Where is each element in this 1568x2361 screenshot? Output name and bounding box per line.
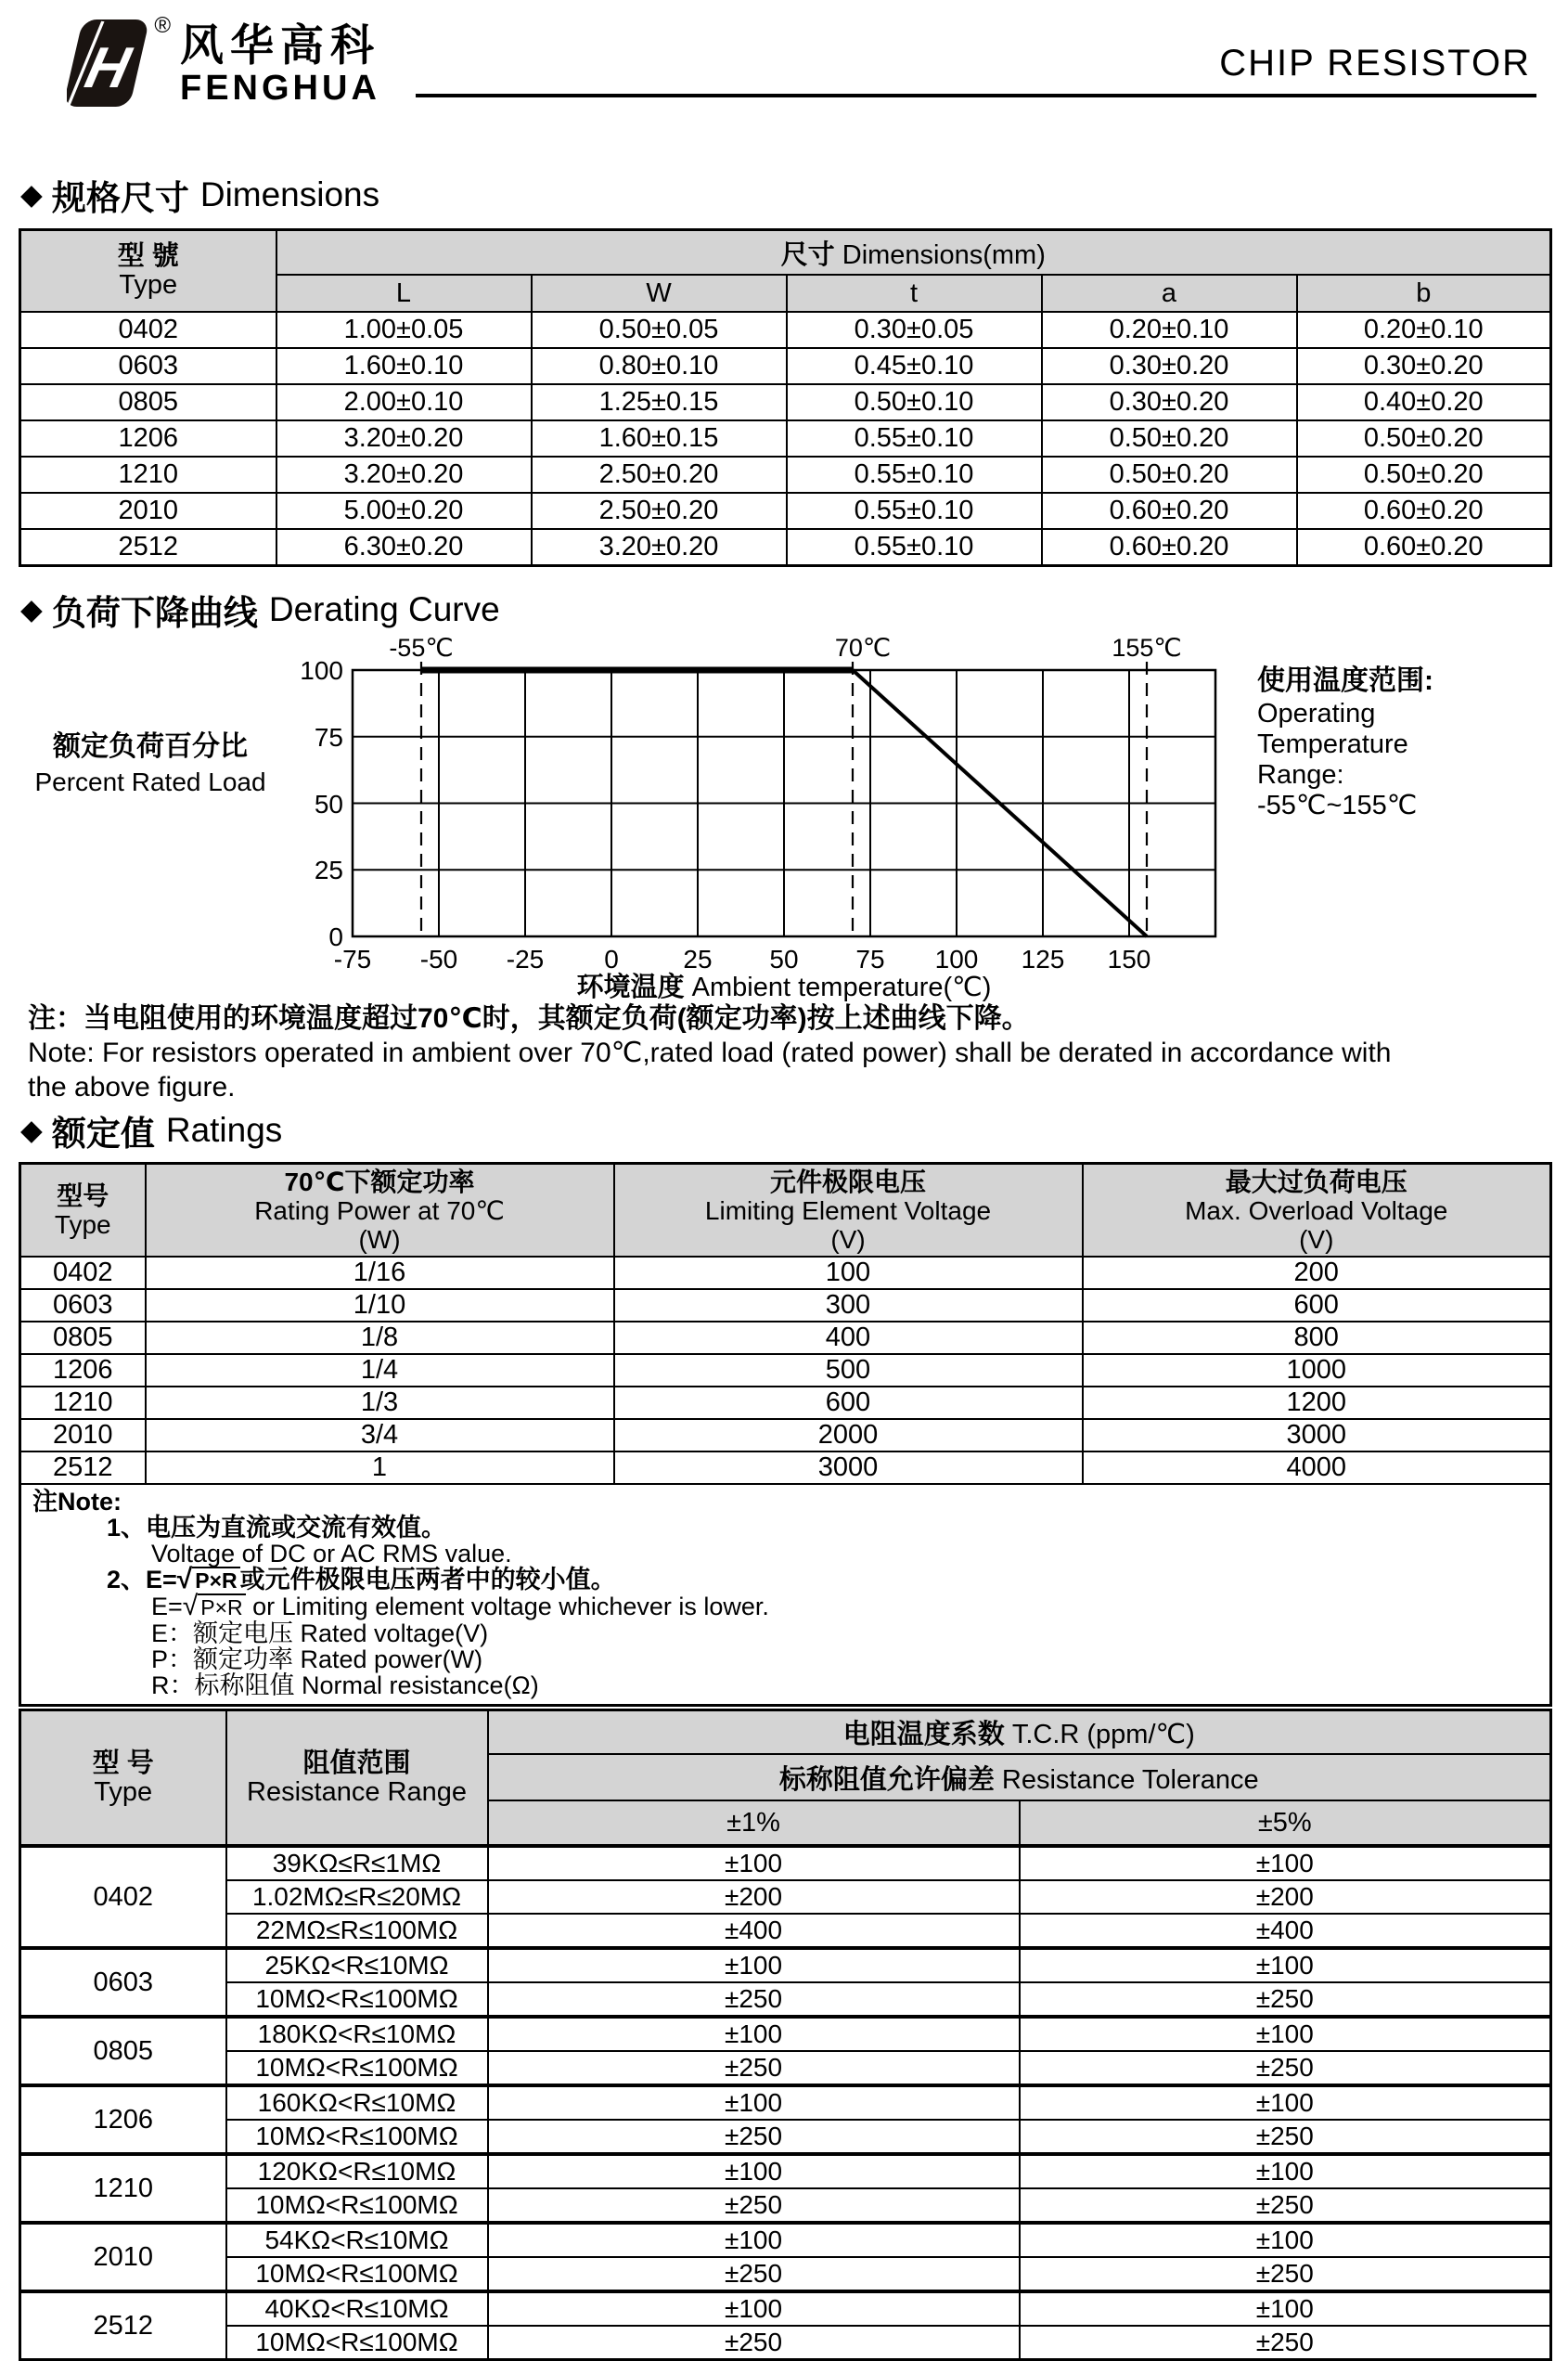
cell: 0.60±0.20 (1042, 493, 1297, 529)
table-row (20, 1451, 1551, 1484)
table-header-row (20, 230, 1551, 276)
type-cell: 1206 (20, 2085, 226, 2154)
x-tick: 75 (855, 945, 885, 974)
cell: 0.50±0.20 (1042, 457, 1297, 493)
cell: 10MΩ<R≤100MΩ (226, 2257, 488, 2291)
note-text (21, 1593, 1549, 1620)
header-text: 型 号 (92, 1748, 154, 1778)
cell: 180KΩ<R≤10MΩ (226, 2017, 488, 2051)
x-tick: -25 (506, 945, 545, 974)
type-cell: 0603 (20, 1948, 226, 2017)
cell: 160KΩ<R≤10MΩ (226, 2085, 488, 2120)
cell: 1.02MΩ≤R≤20MΩ (226, 1880, 488, 1914)
cell: 40KΩ<R≤10MΩ (226, 2291, 488, 2326)
column-header-L: L (276, 275, 532, 312)
ref-label: 155℃ (1112, 634, 1182, 662)
type-cell: 2512 (20, 2291, 226, 2360)
cell: ±100 (1020, 2017, 1551, 2051)
cell: 0.50±0.20 (1297, 420, 1551, 457)
cell: 0.50±0.20 (1042, 420, 1297, 457)
cell: ±100 (1020, 2154, 1551, 2188)
ref-label: -55℃ (389, 634, 454, 662)
cell: ±250 (1020, 2051, 1551, 2085)
section-title-en: Dimensions (199, 175, 380, 213)
cell: 1.60±0.10 (276, 348, 532, 384)
type-cell: 0805 (20, 2017, 226, 2085)
cell: ±100 (1020, 1948, 1551, 1982)
note-text: 2、E= (107, 1566, 177, 1593)
column-header-type (20, 1164, 146, 1258)
cell: 1/3 (146, 1387, 614, 1419)
table-row (20, 312, 1551, 348)
cell: 1210 (20, 1387, 146, 1419)
cell: 1206 (20, 420, 276, 457)
y-axis-label-en: Percent Rated Load (34, 768, 266, 796)
table-row (20, 1982, 1551, 2017)
column-header-overload-voltage (1083, 1164, 1551, 1258)
column-header-resistance-range (226, 1710, 488, 1847)
y-tick: 0 (328, 922, 343, 951)
fenghua-logo-mark-icon (67, 13, 171, 110)
cell: 25KΩ<R≤10MΩ (226, 1948, 488, 1982)
column-header-rating-power (146, 1164, 614, 1258)
fenghua-logo (67, 13, 380, 110)
table-row (20, 2051, 1551, 2085)
cell: ±100 (488, 1846, 1020, 1880)
header-text: 尺寸 (780, 239, 835, 270)
column-header-tolerance-5pct: ±5% (1020, 1800, 1551, 1846)
table-row (20, 2188, 1551, 2223)
table-row (20, 384, 1551, 420)
cell: 0.30±0.20 (1042, 384, 1297, 420)
table-row (20, 420, 1551, 457)
cell: 1/10 (146, 1289, 614, 1322)
cell: 200 (1083, 1257, 1551, 1289)
cell: 0.55±0.10 (787, 420, 1042, 457)
cell: 1/8 (146, 1322, 614, 1354)
cell: 10MΩ<R≤100MΩ (226, 1982, 488, 2017)
table-row (20, 1354, 1551, 1387)
ratings-notes (20, 1484, 1551, 1706)
svg-text:H: H (79, 35, 136, 100)
header-divider (416, 94, 1536, 97)
header-text: Rating Power at 70℃ (254, 1195, 505, 1225)
cell: 54KΩ<R≤10MΩ (226, 2223, 488, 2257)
derating-plot (297, 630, 1253, 1001)
x-tick: 50 (769, 945, 799, 974)
cell: 100 (614, 1257, 1083, 1289)
cell: ±250 (488, 2188, 1020, 2223)
cell: 0603 (20, 348, 276, 384)
table-row (20, 2223, 1551, 2257)
ratings-note-row (20, 1484, 1551, 1706)
cell: 5.00±0.20 (276, 493, 532, 529)
derating-chart (0, 630, 1568, 1001)
y-tick-labels (300, 656, 343, 951)
cell: ±250 (488, 1982, 1020, 2017)
cell: 0.45±0.10 (787, 348, 1042, 384)
cell: 10MΩ<R≤100MΩ (226, 2326, 488, 2360)
column-header-a: a (1042, 275, 1297, 312)
cell: 0805 (20, 384, 276, 420)
table-row (20, 1387, 1551, 1419)
column-header-limiting-voltage (614, 1164, 1083, 1258)
cell: 0402 (20, 312, 276, 348)
radical-sign: √ (176, 1564, 193, 1594)
cell: 2010 (20, 1419, 146, 1451)
column-header-tcr (488, 1710, 1551, 1755)
table-row (20, 2017, 1551, 2051)
cell: 0603 (20, 1289, 146, 1322)
cell: 800 (1083, 1322, 1551, 1354)
cell: 2.50±0.20 (532, 493, 787, 529)
cell: ±250 (488, 2051, 1020, 2085)
column-header-t: t (787, 275, 1042, 312)
cell: 1210 (20, 457, 276, 493)
derating-note-en: the above figure. (28, 1072, 236, 1103)
x-tick: 100 (934, 945, 979, 974)
header-text: (V) (1299, 1224, 1334, 1254)
cell: 0.20±0.10 (1297, 312, 1551, 348)
column-header-type (20, 1710, 226, 1847)
table-row (20, 1322, 1551, 1354)
logo-chinese-name: 风华高科 (180, 20, 380, 70)
cell: 0.20±0.10 (1042, 312, 1297, 348)
y-tick: 25 (314, 856, 343, 884)
header-text: 型号 (57, 1181, 109, 1210)
cell: 1.60±0.15 (532, 420, 787, 457)
table-row (20, 1257, 1551, 1289)
cell: 0.80±0.10 (532, 348, 787, 384)
cell: 600 (1083, 1289, 1551, 1322)
cell: ±400 (488, 1914, 1020, 1948)
cell: 4000 (1083, 1451, 1551, 1484)
note-text: 或元件极限电压两者中的较小值。 (239, 1566, 616, 1593)
header-text: Dimensions(mm) (834, 239, 1046, 270)
cell: 2010 (20, 493, 276, 529)
header-text: Limiting Element Voltage (704, 1195, 992, 1225)
note-text: E：额定电压 Rated voltage(V) (151, 1619, 489, 1647)
cell: ±200 (1020, 1880, 1551, 1914)
header-text: (V) (830, 1224, 866, 1254)
cell: 0.60±0.20 (1042, 529, 1297, 566)
column-header-tolerance-1pct: ±1% (488, 1800, 1020, 1846)
cell: ±250 (1020, 2120, 1551, 2154)
y-axis-label-cn: 额定负荷百分比 (53, 731, 248, 762)
cell: 0.30±0.20 (1297, 348, 1551, 384)
table-row (20, 2120, 1551, 2154)
x-tick: 150 (1107, 945, 1151, 974)
cell: 3.20±0.20 (276, 457, 532, 493)
type-cell: 2010 (20, 2223, 226, 2291)
cell: 400 (614, 1322, 1083, 1354)
cell: ±400 (1020, 1914, 1551, 1948)
header-text: 70℃下额定功率 (284, 1167, 475, 1196)
chart-annotation (1257, 665, 1433, 821)
section-title-cn: 负荷下降曲线 (51, 594, 258, 632)
cell: 0.40±0.20 (1297, 384, 1551, 420)
cell: 3000 (1083, 1419, 1551, 1451)
cell: ±100 (488, 1948, 1020, 1982)
column-header-type (20, 230, 276, 313)
annotation-line: 使用温度范围: (1257, 665, 1433, 696)
y-tick: 100 (300, 656, 343, 685)
page-header (0, 0, 1568, 119)
table-row (20, 1948, 1551, 1982)
cell: ±100 (1020, 2085, 1551, 2120)
diamond-bullet-icon: ◆ (20, 1114, 43, 1146)
table-row (20, 2257, 1551, 2291)
cell: ±100 (488, 2291, 1020, 2326)
header-text: 元件极限电压 (769, 1167, 926, 1196)
cell: 0.30±0.20 (1042, 348, 1297, 384)
column-header-W: W (532, 275, 787, 312)
annotation-line: Operating (1257, 699, 1376, 729)
cell: 500 (614, 1354, 1083, 1387)
section-title-cn: 额定值 (51, 1115, 155, 1153)
table-row (20, 2085, 1551, 2120)
section-title-ratings (20, 1110, 1568, 1151)
cell: 1000 (1083, 1354, 1551, 1387)
cell: ±250 (488, 2120, 1020, 2154)
table-row (20, 1289, 1551, 1322)
table-row (20, 529, 1551, 566)
note-label: 注Note: (32, 1488, 122, 1516)
header-text: T.C.R (ppm/℃) (1004, 1720, 1195, 1749)
derating-notes (28, 1001, 1568, 1104)
cell: 0.60±0.20 (1297, 493, 1551, 529)
note-text: 1、电压为直流或交流有效值。 (107, 1514, 447, 1542)
cell: ±100 (1020, 2291, 1551, 2326)
cell: 2.00±0.10 (276, 384, 532, 420)
cell: ±250 (488, 2326, 1020, 2360)
cell: 0.30±0.05 (787, 312, 1042, 348)
annotation-line: -55℃~155℃ (1257, 791, 1418, 820)
cell: ±100 (1020, 2223, 1551, 2257)
cell: 300 (614, 1289, 1083, 1322)
table-row (20, 493, 1551, 529)
header-text: 阻值范围 (302, 1748, 411, 1778)
cell: 3.20±0.20 (276, 420, 532, 457)
column-header-dimensions (276, 230, 1551, 276)
cell: ±250 (1020, 2188, 1551, 2223)
x-axis-label-en: Ambient temperature(℃) (684, 973, 992, 1001)
cell: 22MΩ≤R≤100MΩ (226, 1914, 488, 1948)
registered-trademark: ® (154, 13, 171, 38)
column-header-tolerance (488, 1754, 1551, 1800)
cell: 2.50±0.20 (532, 457, 787, 493)
header-text: Max. Overload Voltage (1185, 1195, 1448, 1225)
reference-labels (389, 634, 1181, 662)
cell: 3000 (614, 1451, 1083, 1484)
cell: 2000 (614, 1419, 1083, 1451)
table-header-row (20, 1164, 1551, 1258)
x-tick: 25 (683, 945, 713, 974)
x-axis-label (577, 971, 992, 1001)
cell: 600 (614, 1387, 1083, 1419)
cell: 10MΩ<R≤100MΩ (226, 2188, 488, 2223)
table-row (20, 348, 1551, 384)
cell: 1200 (1083, 1387, 1551, 1419)
table-row (20, 1880, 1551, 1914)
cell: 10MΩ<R≤100MΩ (226, 2051, 488, 2085)
table-row (20, 1846, 1551, 1880)
type-cell: 1210 (20, 2154, 226, 2223)
x-axis-label-cn: 环境温度 (576, 973, 685, 1001)
header-text: 最大过负荷电压 (1225, 1167, 1407, 1196)
cell: ±200 (488, 1880, 1020, 1914)
table-header-row (20, 1710, 1551, 1755)
x-tick: 0 (604, 945, 619, 974)
derating-note-en: Note: For resistors operated in ambient over 70℃,rated load (rated power) shall be derated in accordance with (28, 1038, 1392, 1068)
note-text (21, 1564, 1549, 1594)
cell: ±100 (1020, 1846, 1551, 1880)
dimensions-table (19, 228, 1552, 567)
cell: ±250 (1020, 2326, 1551, 2360)
radical-sign: √ (182, 1591, 199, 1621)
cell: 0.55±0.10 (787, 493, 1042, 529)
header-text: Resistance Tolerance (994, 1764, 1259, 1795)
note-text: E= (151, 1593, 183, 1620)
cell: ±100 (488, 2085, 1020, 2120)
type-cell: 0402 (20, 1846, 226, 1948)
cell: 0.50±0.20 (1297, 457, 1551, 493)
radicand: P×R (192, 1567, 239, 1593)
table-row (20, 2154, 1551, 2188)
cell: ±250 (488, 2257, 1020, 2291)
header-text: 型 號 (117, 241, 179, 271)
table-row (20, 1914, 1551, 1948)
cell: 10MΩ<R≤100MΩ (226, 2120, 488, 2154)
cell: ±100 (488, 2017, 1020, 2051)
header-text: 电阻温度系数 (842, 1720, 1005, 1749)
column-header-b: b (1297, 275, 1551, 312)
logo-text (180, 22, 380, 108)
y-tick: 75 (314, 723, 343, 752)
cell: 6.30±0.20 (276, 529, 532, 566)
table-row (20, 2326, 1551, 2360)
x-tick: -50 (419, 945, 458, 974)
cell: 1.00±0.05 (276, 312, 532, 348)
header-text: Type (94, 1776, 153, 1807)
table-row (20, 1419, 1551, 1451)
x-tick: 125 (1021, 945, 1065, 974)
cell: 0.55±0.10 (787, 457, 1042, 493)
cell: 3.20±0.20 (532, 529, 787, 566)
table-row (20, 457, 1551, 493)
note-text: R：标称阻值 Normal resistance(Ω) (151, 1671, 539, 1699)
annotation-line: Range: (1257, 760, 1344, 790)
cell: 0805 (20, 1322, 146, 1354)
page-title: CHIP RESISTOR (1219, 43, 1531, 84)
y-tick: 50 (314, 790, 343, 819)
cell: 1/16 (146, 1257, 614, 1289)
x-tick-labels (334, 945, 1151, 974)
cell: 0.55±0.10 (787, 529, 1042, 566)
note-text: Voltage of DC or AC RMS value. (151, 1540, 512, 1568)
header-text: 标称阻值允许偏差 (778, 1764, 995, 1795)
cell: ±100 (488, 2223, 1020, 2257)
table-row (20, 2291, 1551, 2326)
ratings-table (19, 1162, 1552, 1707)
cell: 1206 (20, 1354, 146, 1387)
cell: 0.50±0.10 (787, 384, 1042, 420)
cell: ±250 (1020, 2257, 1551, 2291)
ref-label: 70℃ (834, 634, 892, 662)
radicand: P×R (198, 1593, 245, 1619)
annotation-line: Temperature (1257, 729, 1408, 759)
note-text: P：额定功率 Rated power(W) (151, 1645, 483, 1673)
cell: ±100 (488, 2154, 1020, 2188)
section-title-dimensions (20, 174, 1568, 215)
header-text: Type (54, 1210, 111, 1239)
tcr-table (19, 1709, 1552, 2361)
cell: 0.60±0.20 (1297, 529, 1551, 566)
section-title-en: Derating Curve (268, 590, 500, 628)
header-text: Resistance Range (247, 1776, 467, 1807)
note-text: or Limiting element voltage whichever is lower. (245, 1593, 769, 1620)
cell: 120KΩ<R≤10MΩ (226, 2154, 488, 2188)
cell: 3/4 (146, 1419, 614, 1451)
section-title-en: Ratings (165, 1111, 283, 1149)
cell: 39KΩ≤R≤1MΩ (226, 1846, 488, 1880)
cell: 0402 (20, 1257, 146, 1289)
section-title-cn: 规格尺寸 (51, 179, 189, 217)
cell: 2512 (20, 1451, 146, 1484)
section-title-derating (20, 589, 1568, 630)
cell: 1.25±0.15 (532, 384, 787, 420)
cell: 1/4 (146, 1354, 614, 1387)
diamond-bullet-icon: ◆ (20, 593, 43, 626)
cell: 1 (146, 1451, 614, 1484)
cell: 0.50±0.05 (532, 312, 787, 348)
header-text: Type (119, 270, 178, 300)
cell: 2512 (20, 529, 276, 566)
cell: ±250 (1020, 1982, 1551, 2017)
logo-badge-svg (67, 17, 160, 110)
y-axis-label (11, 729, 289, 799)
derating-note-cn: 注：当电阻使用的环境温度超过70℃时，其额定负荷(额定功率)按上述曲线下降。 (28, 1003, 1030, 1034)
logo-english-name: FENGHUA (180, 69, 380, 108)
header-text: (W) (358, 1224, 401, 1254)
x-tick: -75 (333, 945, 372, 974)
diamond-bullet-icon: ◆ (20, 178, 43, 211)
